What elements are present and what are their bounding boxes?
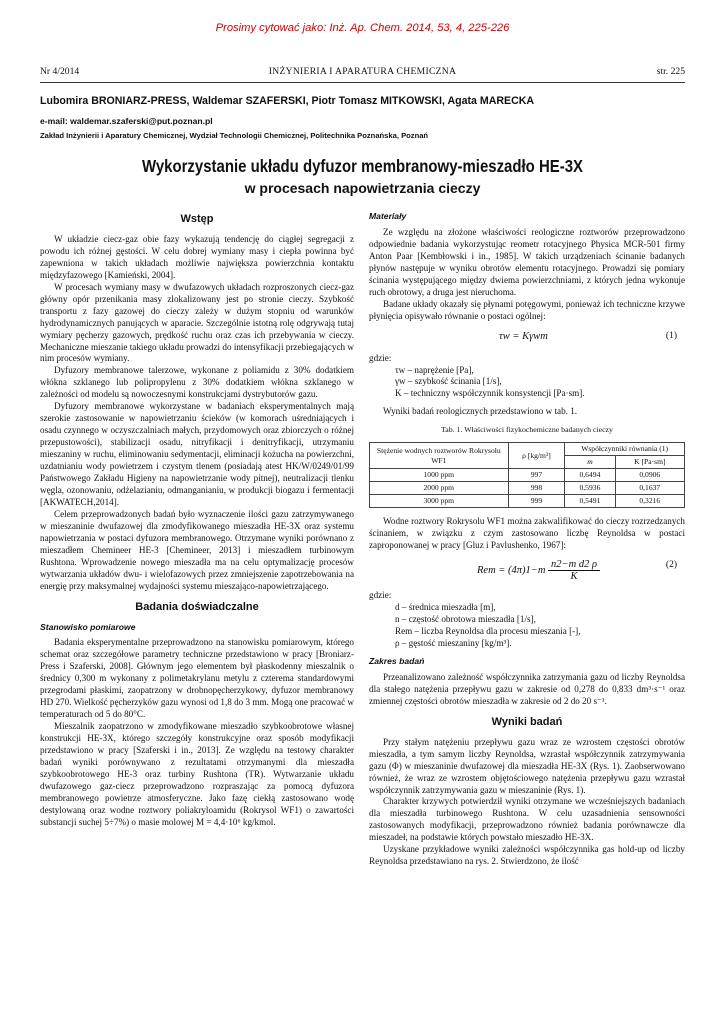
page-number: str. 225	[656, 66, 685, 77]
paragraph: Charakter krzywych potwierdził wyniki otrzymane we wcześniejszych badaniach dla mieszadła turbinowego Rushtona. W celu uzasadnienia sensowności zastosowanych modyfikacji, przeprowadzono również badania porównawcze dla mieszadeł, na podstawie których powstało mieszadło HE-3X.	[369, 796, 685, 843]
subsection-heading-range: Zakres badań	[369, 655, 425, 666]
table-cell: 0,5491	[565, 495, 615, 508]
journal-name: INŻYNIERIA I APARATURA CHEMICZNA	[268, 66, 457, 77]
equation-2-lhs: Rem = (4π)1−m	[477, 565, 546, 577]
paragraph: W układzie ciecz-gaz obie fazy wykazują tendencję do ciągłej segregacji z powodu ich różnej gęstości. W celu dobrej wymiany masy i ciepła powinna być zapewniona w takich układach możliwie największa powierzchnia kontaktu międzyfazowego [Kamieński, 2004].	[40, 233, 354, 280]
paper-title: Wykorzystanie układu dyfuzor membranowy-mieszadło HE-3X	[141, 156, 584, 176]
table-header-m: m	[565, 456, 615, 469]
paragraph: Mieszalnik zaopatrzono w zmodyfikowane mieszadło szybkoobrotowe własnej konstrukcji HE-3X, którego szczegóły konstrukcyjne oraz sposób modyfikacji przedstawiono w pracy [Szaferski i in., 2013]. Ze względu na testowy charakter badań wyniki porównywano z rezultatami otrzymanymi dla mieszadła szybkoobrotowego HE-3 oraz turbiny Rushtona (TR). Wytwarzanie układu dwufazowego gaz-ciecz przeprowadzono rozpraszając za pomocą dyfuzora membranowego powietrze atmosferyczne. Jako fazę ciekłą zastosowano wodę destylowaną oraz wodne roztwory poliakryloamidu (Rokrysol WF1) o zawartości substancji suchej 5÷7%) o masie molowej M = 4,4·10⁶ kg/kmol.	[40, 721, 354, 827]
equation-2-number: (2)	[665, 560, 677, 571]
section-heading-results: Wyniki badań	[491, 715, 563, 728]
table-cell: 1000 ppm	[370, 469, 509, 482]
table-cell: 998	[508, 482, 565, 495]
table-header-K: K [Pa·sm]	[615, 456, 684, 469]
equation-2-denominator: K	[570, 571, 578, 583]
section-heading-intro: Wstęp	[180, 213, 214, 225]
paragraph: Przeanalizowano zależność współczynnika zatrzymania gazu od liczby Reynoldsa dla stałego natężenia przepływu gazu w zakresie od 0,278 do 0,833 dm³·s⁻¹ oraz zmiennej częstości obrotów mieszadła w zakresie od 2 do 20 s⁻¹.	[369, 671, 685, 706]
table-header-coefficients: Współczynniki równania (1)	[565, 443, 685, 456]
table-cell: 0,5936	[565, 482, 615, 495]
properties-table	[369, 442, 685, 508]
variable-definition: K – techniczny współczynnik konsystencji [Pa·sm].	[395, 388, 585, 399]
table-header-density: ρ [kg/m³]	[508, 443, 565, 469]
table-row	[370, 469, 685, 482]
issue-number: Nr 4/2014	[40, 66, 80, 77]
table-header-row	[370, 443, 685, 456]
variable-definition: Rem – liczba Reynoldsa dla procesu mieszania [-],	[395, 626, 581, 637]
table-caption: Tab. 1. Właściwości fizykochemiczne badanych cieczy	[441, 425, 613, 435]
equation-1-number: (1)	[665, 330, 677, 341]
table-cell: 0,0906	[615, 469, 684, 482]
table-cell: 3000 ppm	[370, 495, 509, 508]
right-column	[369, 205, 685, 868]
variable-definition: d – średnica mieszadła [m],	[395, 602, 496, 613]
left-column	[40, 205, 354, 829]
table-cell: 999	[508, 495, 565, 508]
equation-2-numerator: n2−m d2 ρ	[548, 559, 600, 571]
paragraph: Badania eksperymentalne przeprowadzono na stanowisku pomiarowym, którego schemat oraz szczegółowe parametry techniczne przedstawiono w pracy [Broniarz-Press i Szaferski, 2008]. Głównym jego elementem był płaskodenny mieszalnik o średnicy 0,300 m wykonany z polimetakrylanu metylu z czterema standardowymi przegrodami płaskimi, zaopatrzony w drobnopęcherzykowy, dyfuzor membranowy HD 270. Wielkość pęcherzyków gazu wynosi od 1,8 do 3 mm. Mogą one pracować w temperaturach od 5 do 80°C.	[40, 637, 354, 720]
paragraph: Uzyskane przykładowe wyniki zależności współczynnika gas hold-up od liczby Reynoldsa przedstawiano na rys. 2. Stwierdzono, że ilość	[369, 844, 685, 867]
subsection-heading-materials: Materiały	[369, 211, 407, 221]
section-heading-experimental: Badania doświadczalne	[135, 600, 259, 613]
variable-definition: ρ – gęstość mieszaniny [kg/m³].	[395, 637, 512, 648]
paragraph: Dyfuzory membranowe wykorzystane w badaniach eksperymentalnych mają szerokie zastosowanie w napowietrzaniu ścieków (w komorach uśredniających i osadu czynnego w oczyszczalniach małych, przydomowych oraz zbiorczych o różnej przepustowości), stabilizacji osadu, nitryfikacji i denitryfikacji, utrzymaniu mieszaniny w ruchu, eliminowaniu sedymentacji, eliminacji kożucha na powierzchni, uzdatnianiu wody powietrzem i czystym tlenem (posiadają atest HK/W/0249/01/99 Państwowego Zakładu Higieny na napowietrzanie wody pitnej), neutralizacji tlenku węgla, ozonowaniu, odżelazianiu, odmanganianiu, w produkcji biogazu i fermentacji [AKWATECH,2014].	[40, 401, 354, 507]
paragraph: W procesach wymiany masy w dwufazowych układach rozproszonych ciecz-gaz główny opór przenikania masy zlokalizowany jest po stronie cieczy. Szybkość transportu z fazy gazowej do cieczy zależy w dużym stopniu od warunków hydrodynamicznych panujących w aparacie. Szczególnie istotną rolę odgrywają tutaj wymiary pęcherzy gazowych, prędkość ruchu oraz czas ich przebywania w cieczy. Mechaniczne mieszanie takiego układu prowadzi do intensyfikacji przebiegających w nim procesów wymiany.	[40, 281, 354, 364]
paragraph: Wyniki badań reologicznych przedstawiono w tab. 1.	[383, 406, 578, 417]
where-label: gdzie:	[369, 590, 392, 601]
table-cell: 0,6494	[565, 469, 615, 482]
paper-subtitle: w procesach napowietrzania cieczy	[244, 180, 481, 196]
table-cell: 2000 ppm	[370, 482, 509, 495]
where-label: gdzie:	[369, 352, 392, 363]
table-header-concentration: Stężenie wodnych roztworów Rokrysolu WF1	[370, 443, 509, 469]
running-head	[40, 66, 685, 83]
equation-1	[369, 327, 685, 349]
table-cell: 997	[508, 469, 565, 482]
paragraph: Ze względu na złożone właściwości reologiczne roztworów przeprowadzono odpowiednie badania wykorzystując reometr rotacyjnego Physica MCR-501 firmy Anton Paar [Kembłowski i in., 1985]. W takich urządzeniach ścinanie badanych płynów następuje w wyniku obrotów elementu rotacyjnego. Prowadzi się pomiary ścinania występującego między dwiema powierzchniami, z których jedna wykonuje ruch obrotowy, a druga jest nieruchoma.	[369, 226, 685, 297]
paragraph: Dyfuzory membranowe talerzowe, wykonane z poliamidu z 30% dodatkiem włókna szklanego lub polipropylenu z 30% dodatkiem włókna szklanego w zależności od modelu są nowoczesnymi konstrukcjami dystrybutorów gazu.	[40, 365, 354, 400]
subsection-heading-stand: Stanowisko pomiarowe	[40, 621, 136, 632]
equation-2	[369, 556, 685, 586]
variable-definition: γw – szybkość ścinania [1/s],	[395, 376, 502, 387]
citation-note: Prosimy cytować jako: Inż. Ap. Chem. 2014, 53, 4, 225-226	[215, 22, 510, 34]
variable-definition: τw – naprężenie [Pa],	[395, 364, 474, 375]
paragraph: Przy stałym natężeniu przepływu gazu wraz ze wzrostem częstości obrotów mieszadła, a tym samym liczby Reynoldsa, wzrastał współczynnik zatrzymywania gazu (Φ) w mieszaninie dwufazowej dla mieszadła HE-3X (Rys. 1). Zaobserwowano również, że wraz ze wzrostem objętościowego natężenia przepływu gazu wzrastał współczynnik zatrzymywania gazu w mieszaninie (Rys. 1).	[369, 736, 685, 795]
paragraph: Wodne roztwory Rokrysolu WF1 można zakwalifikować do cieczy rozrzedzanych ścinaniem, w związku z czym zastosowano liczbę Reynoldsa w postaci zaproponowanej w pracy [Gluz i Pavlushenko, 1967]:	[369, 516, 685, 551]
affiliation: Zakład Inżynierii i Aparatury Chemicznej, Wydział Technologii Chemicznej, Politechnika Poznańska, Poznań	[40, 131, 429, 140]
variable-definition: n – częstość obrotowa mieszadła [1/s],	[395, 614, 536, 625]
table-cell: 0,1637	[615, 482, 684, 495]
paragraph: Celem przeprowadzonych badań było wyznaczenie ilości gazu zatrzymywanego w mieszaninie dwufazowej dla zmodyfikowanego mieszadła HE-3X oraz systemu napowietrzania w postaci dyfuzora membranowego. Otrzymane wyniki porównano z mieszadłem Chemineer HE-3 [Chemineer, 2013] i mieszadłem turbinowym Rushtona. Wprowadzenie nowego mieszadła ma na celu optymalizację procesów wytwarzania układów dwu- i wielofazowych przez zmniejszenie zapotrzebowania na energię przy maksymalnej wydajności systemu mieszająco-napowietrzającego.	[40, 508, 354, 591]
paragraph: Badane układy okazały się płynami potęgowymi, ponieważ ich techniczne krzywe płynięcia opisywało równanie o postaci ogólnej:	[369, 298, 685, 321]
table-row	[370, 482, 685, 495]
equation-2-expression	[477, 559, 600, 582]
authors: Lubomira BRONIARZ-PRESS, Waldemar SZAFERSKI, Piotr Tomasz MITKOWSKI, Agata MARECKA	[40, 95, 535, 107]
email: e-mail: waldemar.szaferski@put.poznan.pl	[40, 116, 213, 126]
table-cell: 0,3216	[615, 495, 684, 508]
equation-1-expression: τw = Kγwm	[499, 330, 548, 342]
equation-2-fraction	[548, 559, 600, 582]
table-row	[370, 495, 685, 508]
